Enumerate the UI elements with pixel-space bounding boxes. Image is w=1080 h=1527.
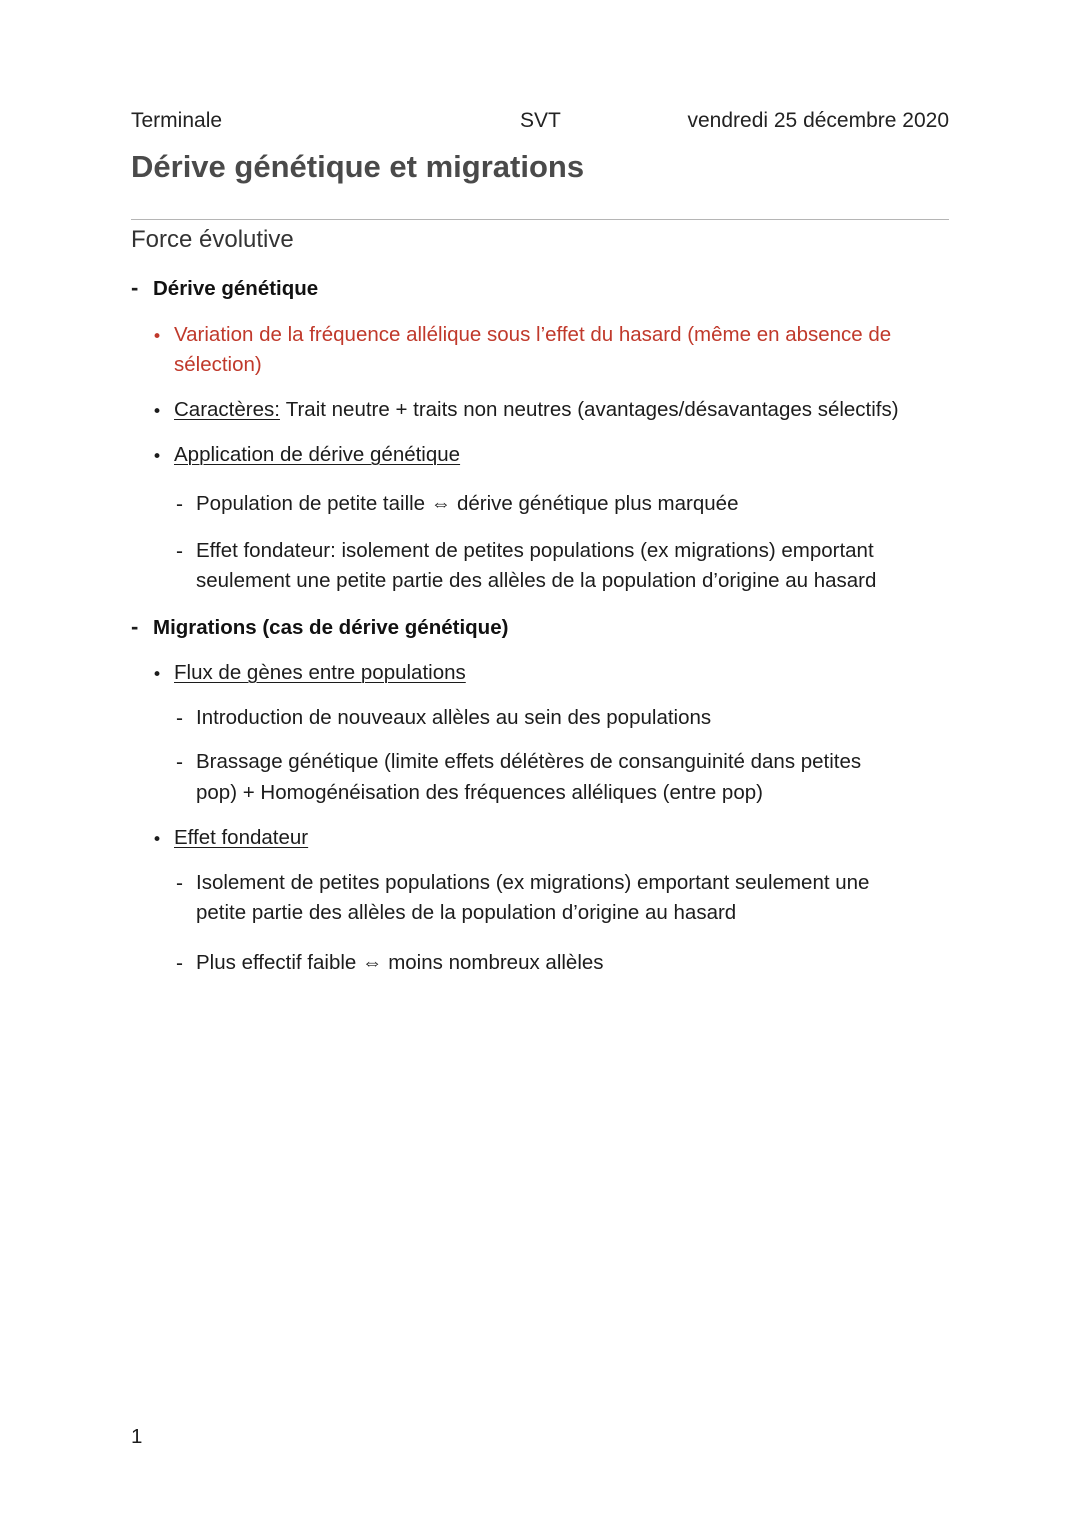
item-label: Flux de gènes entre populations — [174, 661, 466, 684]
list-item — [174, 395, 899, 425]
section-subtitle: Force évolutive — [131, 226, 294, 253]
dash-icon — [176, 536, 183, 566]
sub-item-line: Isolement de petites populations (ex migrations) emportant seulement une — [196, 871, 870, 894]
dash-icon — [176, 703, 183, 733]
item-text: Trait neutre + traits non neutres (avantages/désavantages sélectifs) — [285, 398, 899, 421]
dash-icon — [176, 868, 183, 898]
list-item — [174, 658, 466, 688]
header-level: Terminale — [131, 109, 223, 132]
page-title: Dérive génétique et migrations — [131, 149, 585, 184]
bullet-icon — [152, 658, 162, 688]
dash-icon — [176, 747, 183, 777]
section-heading-migrations: Migrations (cas de dérive génétique) — [153, 616, 509, 639]
page-number: 1 — [131, 1425, 143, 1448]
dash-icon — [176, 948, 183, 978]
sub-item-line: seulement une petite partie des allèles de la population d’origine au hasard — [196, 569, 877, 592]
item-label: Caractères: — [174, 398, 280, 421]
sub-item-line: Brassage génétique (limite effets délétères de consanguinité dans petites — [196, 750, 862, 773]
list-item — [174, 823, 308, 853]
list-item-line: sélection) — [174, 353, 262, 376]
section-heading-derive: Dérive génétique — [153, 277, 319, 300]
dash-icon — [131, 612, 138, 642]
sub-item-line: pop) + Homogénéisation des fréquences alléliques (entre pop) — [196, 781, 763, 804]
dash-icon — [131, 273, 138, 303]
sub-item-line: Effet fondateur: isolement de petites populations (ex migrations) emportant — [196, 539, 874, 562]
list-item — [174, 440, 460, 470]
bullet-icon — [152, 440, 162, 470]
item-label: Application de dérive génétique — [174, 443, 461, 466]
bullet-icon — [152, 395, 162, 425]
sub-item-line: Plus effectif faible ⇔ moins nombreux allèles — [196, 951, 604, 974]
header-date: vendredi 25 décembre 2020 — [687, 109, 949, 132]
dash-icon — [176, 489, 183, 519]
bullet-icon — [152, 320, 162, 350]
header-subject: SVT — [520, 109, 561, 132]
sub-item-line: petite partie des allèles de la population d’origine au hasard — [196, 901, 737, 924]
sub-item-line: Introduction de nouveaux allèles au sein des populations — [196, 706, 712, 729]
sub-item-line: Population de petite taille ⇔ dérive génétique plus marquée — [196, 492, 739, 515]
item-label: Effet fondateur — [174, 826, 309, 849]
list-item-line: Variation de la fréquence allélique sous l’effet du hasard (même en absence de — [174, 323, 892, 346]
bullet-icon — [152, 823, 162, 853]
divider — [131, 219, 949, 220]
